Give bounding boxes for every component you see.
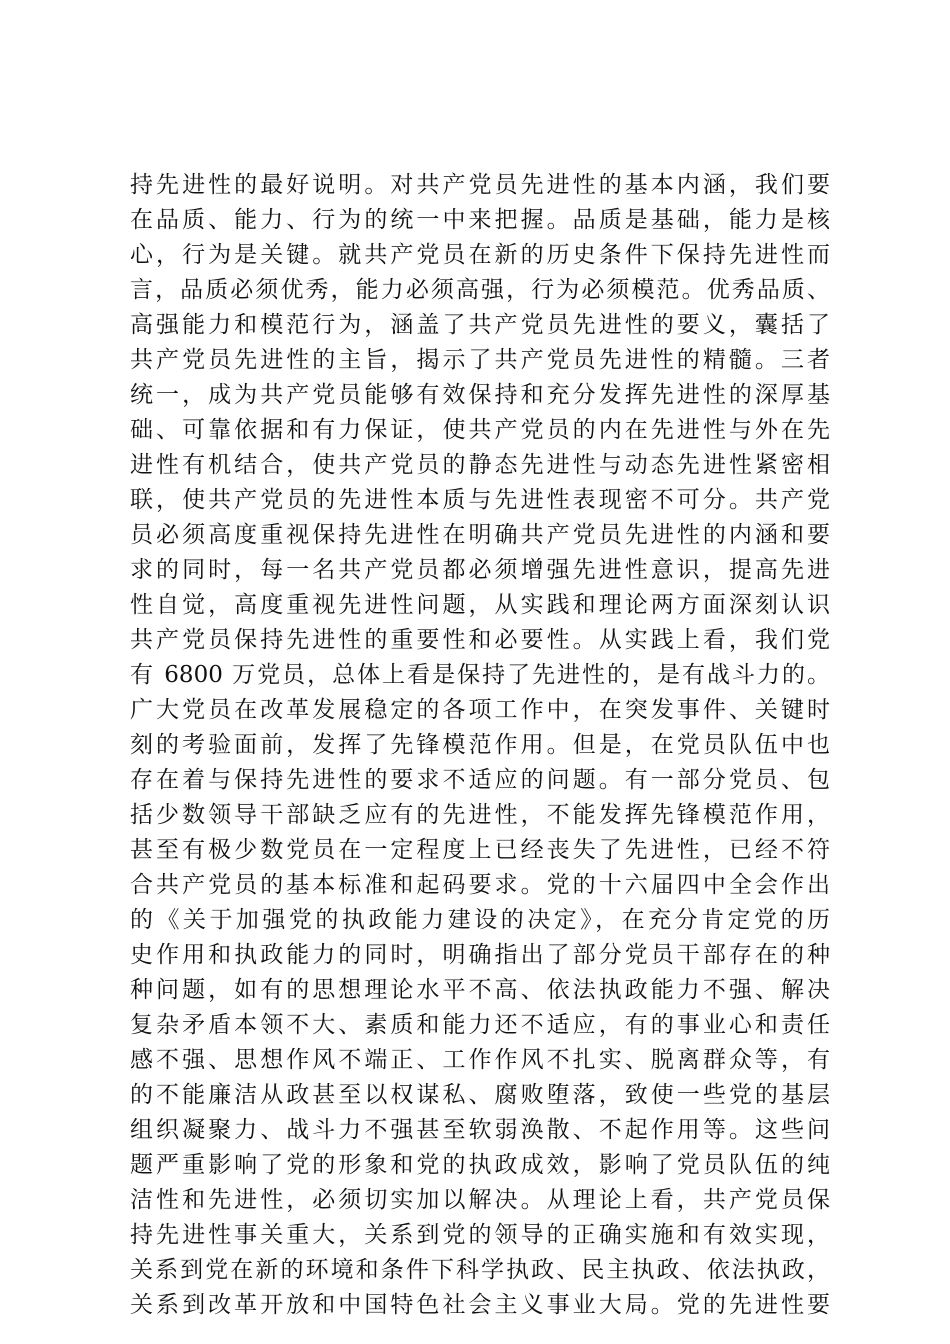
text-line: 有 6800 万党员，总体上看是保持了先进性的，是有战斗力的。 — [130, 662, 830, 688]
text-line: 联，使共产党员的先进性本质与先进性表现密不可分。共产党 — [130, 487, 830, 513]
text-line: 感不强、思想作风不端正、工作作风不扎实、脱离群众等，有 — [130, 1047, 830, 1073]
text-line: 刻的考验面前，发挥了先锋模范作用。但是，在党员队伍中也 — [130, 732, 830, 758]
text-line: 统一，成为共产党员能够有效保持和充分发挥先进性的深厚基 — [130, 382, 830, 408]
text-line: 广大党员在改革发展稳定的各项工作中，在突发事件、关键时 — [130, 697, 830, 723]
text-line: 持先进性事关重大，关系到党的领导的正确实施和有效实现， — [130, 1222, 830, 1248]
text-line: 关系到改革开放和中国特色社会主义事业大局。党的先进性要 — [130, 1292, 830, 1318]
text-line: 的《关于加强党的执政能力建设的决定》，在充分肯定党的历 — [130, 907, 830, 933]
text-line: 共产党员保持先进性的重要性和必要性。从实践上看，我们党 — [130, 627, 830, 653]
text-line: 存在着与保持先进性的要求不适应的问题。有一部分党员、包 — [130, 767, 830, 793]
text-line: 高强能力和模范行为，涵盖了共产党员先进性的要义，囊括了 — [130, 312, 830, 338]
text-line: 性自觉，高度重视先进性问题，从实践和理论两方面深刻认识 — [130, 592, 830, 618]
text-line: 的不能廉洁从政甚至以权谋私、腐败堕落，致使一些党的基层 — [130, 1082, 830, 1108]
text-line: 洁性和先进性，必须切实加以解决。从理论上看，共产党员保 — [130, 1187, 830, 1213]
text-line: 种问题，如有的思想理论水平不高、依法执政能力不强、解决 — [130, 977, 830, 1003]
text-line: 题严重影响了党的形象和党的执政成效，影响了党员队伍的纯 — [130, 1152, 830, 1178]
text-line: 在品质、能力、行为的统一中来把握。品质是基础，能力是核 — [130, 207, 830, 233]
text-line: 组织凝聚力、战斗力不强甚至软弱涣散、不起作用等。这些问 — [130, 1117, 830, 1143]
text-line: 关系到党在新的环境和条件下科学执政、民主执政、依法执政， — [130, 1257, 830, 1283]
text-line: 础、可靠依据和有力保证，使共产党员的内在先进性与外在先 — [130, 417, 830, 443]
text-line: 持先进性的最好说明。对共产党员先进性的基本内涵，我们要 — [130, 172, 830, 198]
text-line: 合共产党员的基本标准和起码要求。党的十六届四中全会作出 — [130, 872, 830, 898]
text-line: 括少数领导干部缺乏应有的先进性，不能发挥先锋模范作用， — [130, 802, 830, 828]
text-line: 员必须高度重视保持先进性在明确共产党员先进性的内涵和要 — [130, 522, 830, 548]
text-line: 甚至有极少数党员在一定程度上已经丧失了先进性，已经不符 — [130, 837, 830, 863]
text-line: 心，行为是关键。就共产党员在新的历史条件下保持先进性而 — [130, 242, 830, 268]
text-line: 进性有机结合，使共产党员的静态先进性与动态先进性紧密相 — [130, 452, 830, 478]
text-line: 求的同时，每一名共产党员都必须增强先进性意识，提高先进 — [130, 557, 830, 583]
text-line: 言，品质必须优秀，能力必须高强，行为必须模范。优秀品质、 — [130, 277, 830, 303]
text-line: 复杂矛盾本领不大、素质和能力还不适应，有的事业心和责任 — [130, 1012, 830, 1038]
text-line: 共产党员先进性的主旨，揭示了共产党员先进性的精髓。三者 — [130, 347, 830, 373]
text-line: 史作用和执政能力的同时，明确指出了部分党员干部存在的种 — [130, 942, 830, 968]
body-text — [130, 168, 830, 1323]
